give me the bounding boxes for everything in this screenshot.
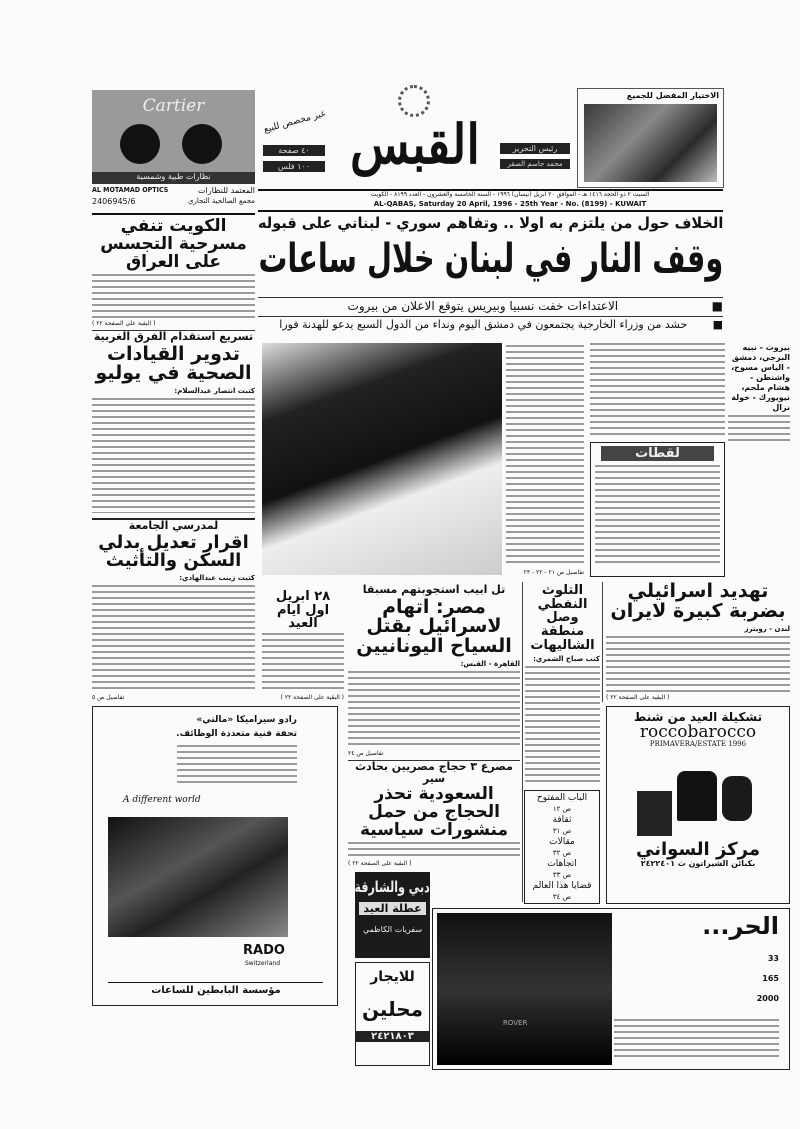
top-ad-photo (584, 104, 717, 182)
logo: القبس (350, 112, 480, 176)
oil-headline: التلوث النفطي وصل منطقة الشاليهات (530, 583, 595, 653)
optics-phone: 2406945/6 (92, 197, 136, 206)
date-line-en: AL-QABAS, Saturday 20 April, 1996 - 25th Year - No. (8199) - KUWAIT (373, 200, 647, 208)
iran-byline: لندن - رويترز (744, 624, 790, 633)
saudi-continued: ( البقية على الصفحة ٢٢ ) (348, 860, 412, 867)
watch-image (108, 817, 288, 937)
pages-count: ٤٠ صفحة (263, 145, 325, 156)
not-for-sale: غير مخصص للبيع (262, 108, 327, 136)
optics-address: مجمع الصالحية التجاري (188, 197, 255, 205)
lead-bullet-1: ■ الاعتداءات خفت نسبيا وبيريس يتوقع الاعلان من بيروت (258, 297, 723, 314)
lead-byline-column (728, 343, 790, 443)
snapshots-box (590, 442, 725, 577)
saudi-headline: السعودية تحذر الحجاج من حمل منشورات سياسية (359, 784, 509, 840)
egypt-continued: تفاصيل ص ٢٤ (348, 750, 384, 757)
editor-name: محمد جاسم الصقر (500, 159, 570, 169)
lead-body-column (506, 343, 584, 577)
editor-label: رئيس التحرير (500, 143, 570, 154)
health-byline: كتبت انتصار عبدالسلام: (174, 387, 255, 396)
lead-photo (262, 343, 502, 575)
university-byline: كتبت زينب عبدالهادي: (179, 574, 255, 583)
egypt-story (348, 584, 520, 758)
sunglasses-image (120, 124, 160, 164)
university-story (92, 518, 255, 702)
sunglasses-image (182, 124, 222, 164)
index-item[interactable]: الباب المفتوح ص ١٢ (536, 793, 588, 813)
lead-continued: تفاصيل ص ٢١ - ٢٢ - ٢٣ (523, 569, 584, 576)
handbags-image (607, 749, 789, 841)
index-box (524, 790, 600, 904)
oil-story (525, 584, 600, 786)
egypt-headline: مصر: اتهام لاسرائيل بقتل السياح اليونانيين (356, 595, 512, 658)
optics-name-en: AL MOTAMAD OPTICS (91, 186, 169, 194)
cartier-ad (92, 90, 255, 208)
saudi-kicker: مصرع ٣ حجاج مصريين بحادث سير (355, 760, 513, 785)
egypt-byline: القاهرة - القبس: (460, 660, 520, 669)
eid-continued: ( البقية على الصفحة ٢٢ ) (280, 694, 344, 701)
snapshots-title: لقطات (601, 446, 714, 461)
iran-continued: ( البقية على الصفحة ٢٢ ) (606, 694, 670, 701)
rent-ad: للايجار محلين ٢٤٢١٨٠٣ (355, 962, 430, 1066)
date-line-ar: السبت ٢ ذو الحجة ١٤١٦ هـ - الموافق ٢٠ ابريل (نيسان) ١٩٩٦ - السنة الخامسة والعشرون - العدد ٨١٩٩ - الكويت (370, 191, 650, 198)
health-headline: تدوير القيادات الصحية في يوليو (95, 342, 252, 385)
index-item[interactable]: ثقافة ص ٣١ (552, 815, 572, 835)
eid-story (262, 590, 344, 702)
lead-kicker: الخلاف حول من يلتزم به اولا .. وتفاهم سوري - لبناني على قبوله (257, 214, 724, 232)
rado-ad: رادو سيراميكا «مالتي» تحفة فنية متعددة الوظائف. A different world RADO Switzerland مؤسسة البابطين للساعات (92, 706, 338, 1006)
health-kicker: تسريع استقدام الفرق الغربية (93, 330, 254, 343)
cartier-tagline: نظارات طبية وشمسية (92, 172, 255, 184)
kuwait-headline: الكويت تنفي مسرحية التجسس على العراق (100, 216, 247, 272)
bullet-square-icon: ■ (711, 299, 723, 313)
car-image (437, 913, 612, 1065)
iran-story (606, 582, 790, 702)
egypt-kicker: تل ابيب استجوبتهم مسبقا (362, 583, 506, 596)
saudi-story (348, 760, 520, 868)
masthead (255, 85, 575, 189)
university-kicker: لمدرسي الجامعة (128, 519, 219, 532)
lead-bullet-2: ■ حشد من وزراء الخارجية يجتمعون في دمشق اليوم ونداء من الدول السبع يدعو للهدنة فورا (258, 316, 723, 332)
optics-name-ar: المعتمد للنظارات (197, 186, 255, 195)
roccobarocco-ad: تشكيلة العيد من شنط roccobarocco PRIMAVERA/ESTATE 1996 مركز السواني بكبائن الشيراتون ت ٢٤٢٢٤٠١ (606, 706, 790, 904)
cartier-brand: Cartier (142, 96, 205, 116)
rover-ad: ROVER الحر... 33 165 2000 (432, 908, 790, 1070)
iran-headline: تهديد اسرائيلي بضربة كبيرة لايران (610, 580, 786, 622)
dubai-ad: دبي والشارقة عطلة العيد سفريات الكاظمي (355, 872, 430, 958)
kuwait-story (92, 213, 255, 328)
price: ١٠٠ فلس (263, 161, 325, 172)
kuwait-continued: ( البقية على الصفحة ٢٢ ) (92, 320, 156, 327)
lead-byline: بيروت - نبيه البرجي، دمشق - الياس مسوح، واشنطن - هشام ملحم، نيويورك - خولة نزال (731, 343, 790, 412)
index-item[interactable]: مقالات ص ٣٢ (549, 837, 575, 857)
university-headline: اقرار تعديل بدلي السكن والتأثيث (98, 531, 249, 572)
oil-byline: كتب صباح الشمري: (533, 655, 600, 664)
university-continued: تفاصيل ص ٥ (92, 694, 125, 701)
index-item[interactable]: اتجاهات ص ٣٣ (547, 859, 577, 879)
eid-headline: ٢٨ ابريل اول ايام العيد (275, 589, 331, 632)
health-story (92, 330, 255, 515)
index-item[interactable]: قضايا هذا العالم ص ٣٤ (532, 881, 592, 901)
top-ad: الاختيار المفضل للجميع (577, 88, 724, 188)
lead-headline: وقف النار في لبنان خلال ساعات (258, 236, 723, 282)
bullet-square-icon: ■ (712, 318, 723, 331)
